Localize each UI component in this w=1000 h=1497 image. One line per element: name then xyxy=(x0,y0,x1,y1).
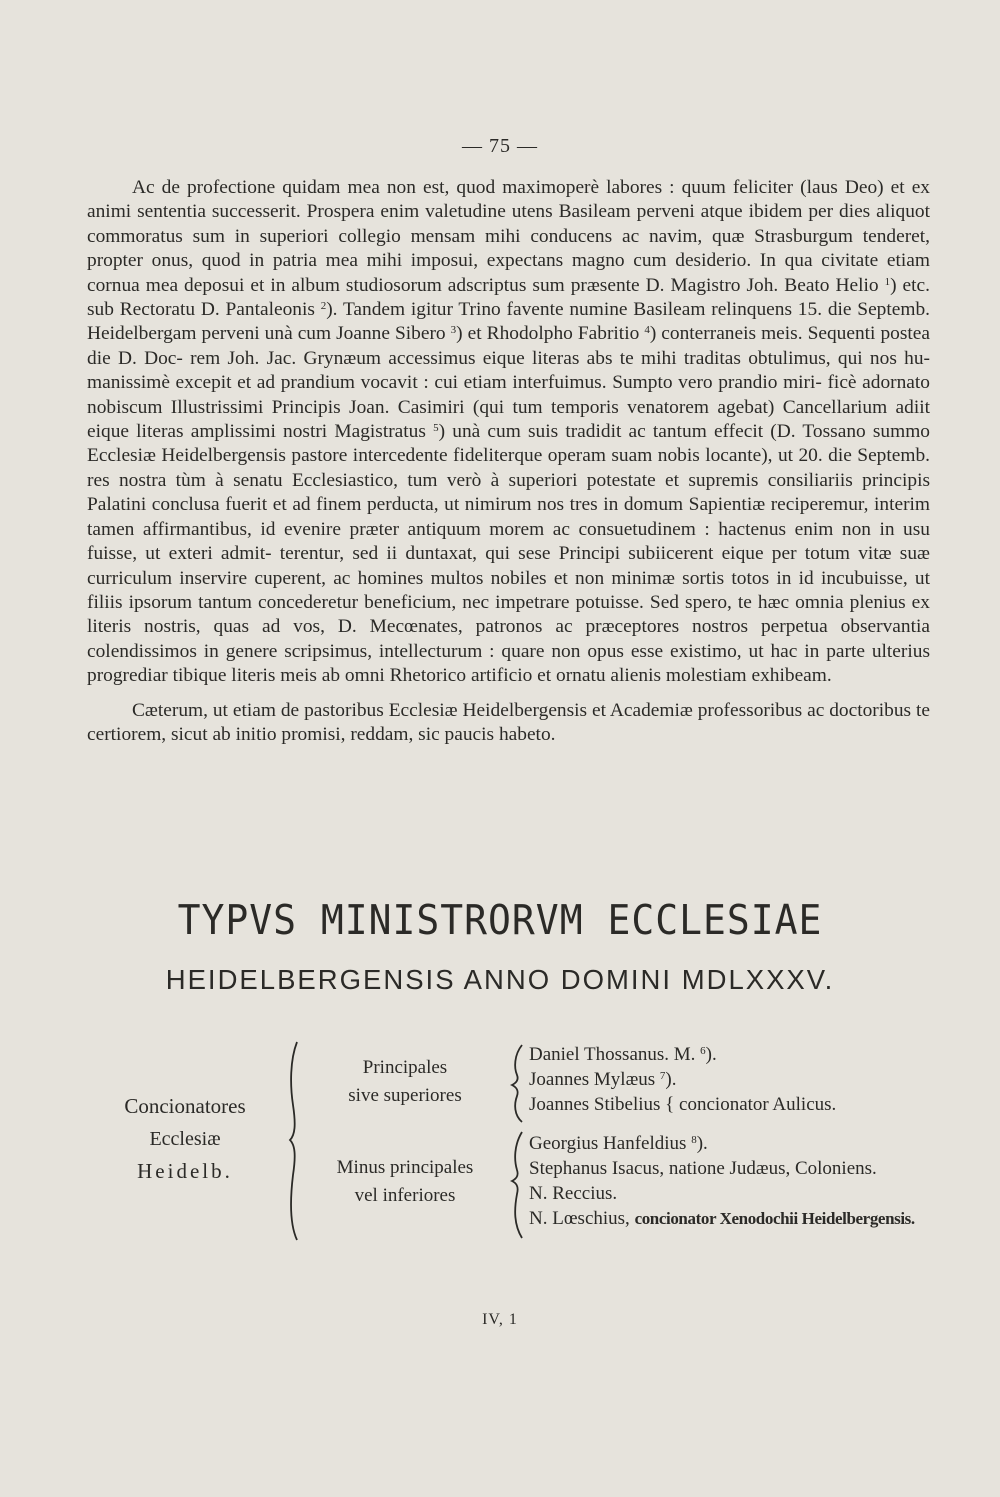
entry-text: Joannes Mylæus xyxy=(529,1069,660,1090)
text-run: Ac de profectione quidam mea non est, quod maximoperè labores : quum feliciter (laus Deo) et ex animi sententia successerit. Prospera enim valetudine utens Basileam perveni atque ibidem per dies aliquot commoratus sum in superiori collegio mensam mihi conducens ac navim, quæ Strasburgum tenderet, propter onus, quod in patria mea mihi imposui, expectans magno cum desiderio. In qua civitate etiam cornua mea deposui et in album studiosorum adscriptus sum præsente D. Magistro Joh. Beato Helio xyxy=(87,177,930,296)
text-run: ) conterraneis meis. Sequenti postea die D. Doc- rem Joh. Jac. Grynæum accessimus eique literas abs te mihi traditas obtulimus, qui nos hu- manissimè excepit et ad prandium vocavit : cui etiam interfuimus. Sumpto vero prandio miri- ficè adornato nobiscum Illustrissimi Principis Joan. Casimiri (qui tum temporis venatorem agebat) Cancellarium adiit eique literas amplissimi nostri Magistratus xyxy=(87,323,930,443)
text-run: ) et Rhodolpho Fabritio xyxy=(456,323,645,345)
entry-after: ). xyxy=(705,1044,717,1065)
typus-title: TYPVS MINISTRORVM ECCLESIAE xyxy=(177,896,823,944)
footnote-ref: 1 xyxy=(884,275,891,288)
concionatores-label: Concionatores xyxy=(124,1094,246,1118)
minus-principales-label: Minus principales vel inferiores xyxy=(336,1157,474,1206)
entry-sup: 6 xyxy=(700,1045,706,1057)
entry-cond: concionator Xenodochii Heidelbergensis. xyxy=(634,1209,915,1228)
footnote-ref: 3 xyxy=(450,324,457,337)
text-run: Cæterum, ut etiam de pastoribus Ecclesiæ Heidelbergensis et Academiæ professoribus ac doctoribus te certiorem, sicut ab initio promisi, reddam, sic paucis habeto. xyxy=(87,699,930,745)
entry-text: Daniel Thossanus. M. xyxy=(529,1044,701,1065)
entry-text: N. Reccius. xyxy=(529,1183,618,1204)
entry-text: Georgius Hanfeldius xyxy=(529,1133,692,1154)
entry-after: ). xyxy=(665,1069,677,1090)
signature-mark: IV, 1 xyxy=(482,1311,518,1328)
text-run: ) etc. sub Rectoratu D. Pantaleonis xyxy=(87,274,930,321)
entry-sup: 7 xyxy=(659,1070,666,1082)
entry-after: concionator Aulicus. xyxy=(674,1094,837,1115)
page-number: — 75 — xyxy=(462,135,538,157)
footnote-ref: 4 xyxy=(644,324,650,337)
entry-text: N. Lœschius, xyxy=(529,1208,635,1229)
typus-subtitle: HEIDELBERGENSIS ANNO DOMINI MDLXXXV. xyxy=(165,964,835,995)
upper-brace xyxy=(512,1045,522,1122)
footnote-ref: 5 xyxy=(433,422,439,435)
ecclesiae-label: Ecclesiæ xyxy=(149,1128,221,1150)
entry-text: Joannes Stibelius xyxy=(529,1094,666,1115)
lower-brace xyxy=(512,1132,522,1238)
big-brace xyxy=(290,1042,297,1240)
text-run: ). Tandem igitur Trino favente numine Basileam relinquens 15. die Septemb. Heidelbergam perveni unà cum Joanne Sibero xyxy=(87,299,930,345)
heidelb-label: Heidelb. xyxy=(137,1159,233,1183)
text-run: ) unà cum suis tradidit ac tantum effecit (D. Tossano summo Ecclesiæ Heidelbergensis pastore intercedente fideliterque operam suam nobis locante), ut 20. die Septemb. res nostra tùm à senatu Ecclesiastico, tum verò à superiori potestate et supremis consiliariis principis Palatini conclusa fuerit et ad finem perducta, ut nimirum nos tres in domum Sapientiæ reciperemur, interim tamen affirmantibus, id evenire præter antiquum morem ac consuetudinem : hactenus enim non in usu fuisse, ut exteri admit- terentur, sed ii duntaxat, qui sese Principi subiicerent eique per totum vitæ suæ curriculum inservire cuperent, ac homines multos nobiles et non minimæ sortis totos in id incubuisse, ut filiis ipsorum tantum concederetur beneficium, nec impetrare potuisse. Sed spero, te hæc omnia plenius ex literis nostris, quas ad vos, D. Mecœnates, patronos ac præceptores nostros perpetua observantia colendissimos in genere scripsimus, intellecturum : quare non opus esse existimo, ut hac in parte ulterius progrediar tibique literis meis ab omni Rhetorico artificio et ornatu alienis molestiam exhibeam. xyxy=(87,421,930,687)
entry-text: Stephanus Isacus, natione Judæus, Coloniens. xyxy=(529,1158,877,1179)
entry-brace: { xyxy=(665,1094,675,1115)
principales-label: Principales sive superiores xyxy=(348,1057,462,1106)
footnote-ref: 2 xyxy=(320,300,327,313)
entry-after: ). xyxy=(696,1133,708,1154)
entry-sup: 8 xyxy=(691,1134,697,1146)
